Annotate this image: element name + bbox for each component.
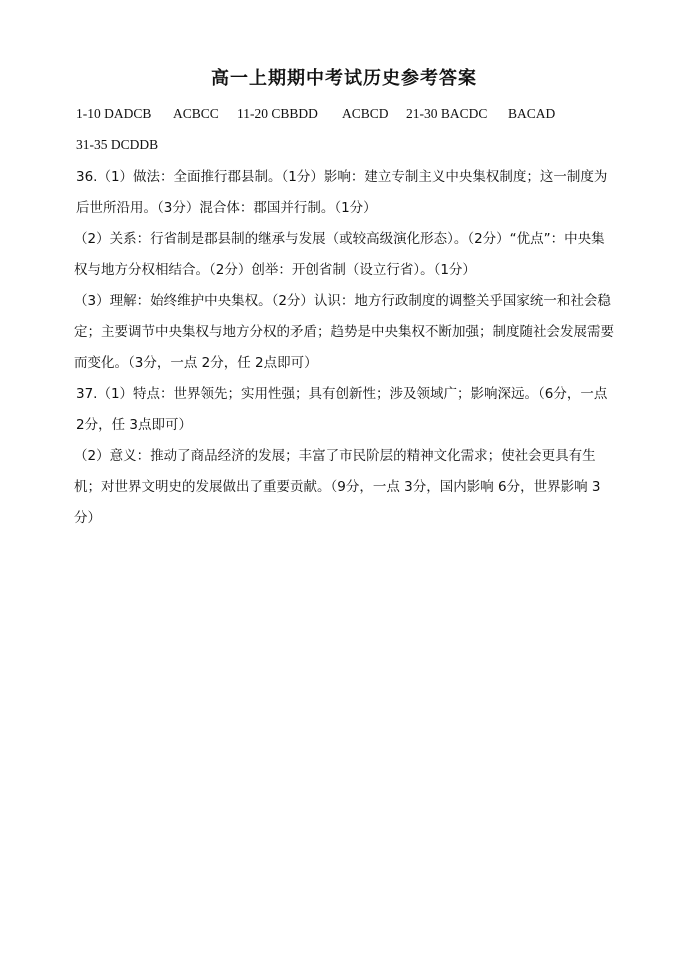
page-title: 高一上期期中考试历史参考答案	[211, 68, 477, 89]
q37-part1: 37.（1）特点：世界领先；实用性强；具有创新性；涉及领域广；影响深远。（6分，一点 2分，任 3点即可）	[76, 386, 608, 433]
q36-part3: （3）理解：始终维护中央集权。（2分）认识：地方行政制度的调整关乎国家统一和社会稳定；主要调节中央集权与地方分权的矛盾；趋势是中央集权不断加强；制度随社会发展需要而变化。（3分，一点 2分，任 2点即可）	[74, 293, 614, 371]
answers-26-30: BACAD	[508, 106, 556, 121]
answers-21-30: 21-30 BACDC	[406, 106, 488, 121]
q36-part2: （2）关系：行省制是郡县制的继承与发展（或较高级演化形态）。（2分）“优点”：中央集权与地方分权相结合。（2分）创举：开创省制（设立行省）。（1分）	[74, 231, 605, 278]
answers-11-20: 11-20 CBBDD	[237, 106, 318, 121]
answers-6-10: ACBCC	[173, 106, 219, 121]
q36-part1: 36.（1）做法：全面推行郡县制。（1分）影响：建立专制主义中央集权制度；这一制度为后世所沿用。（3分）混合体：郡国并行制。（1分）	[76, 169, 608, 216]
answers-31-35: 31-35 DCDDB	[76, 137, 159, 152]
answers-1-10: 1-10 DADCB	[76, 106, 152, 121]
answers-16-20: ACBCD	[342, 106, 389, 121]
q37-part2: （2）意义：推动了商品经济的发展；丰富了市民阶层的精神文化需求；使社会更具有生机；对世界文明史的发展做出了重要贡献。（9分，一点 3分，国内影响 6分，世界影响 3分）	[74, 448, 601, 526]
